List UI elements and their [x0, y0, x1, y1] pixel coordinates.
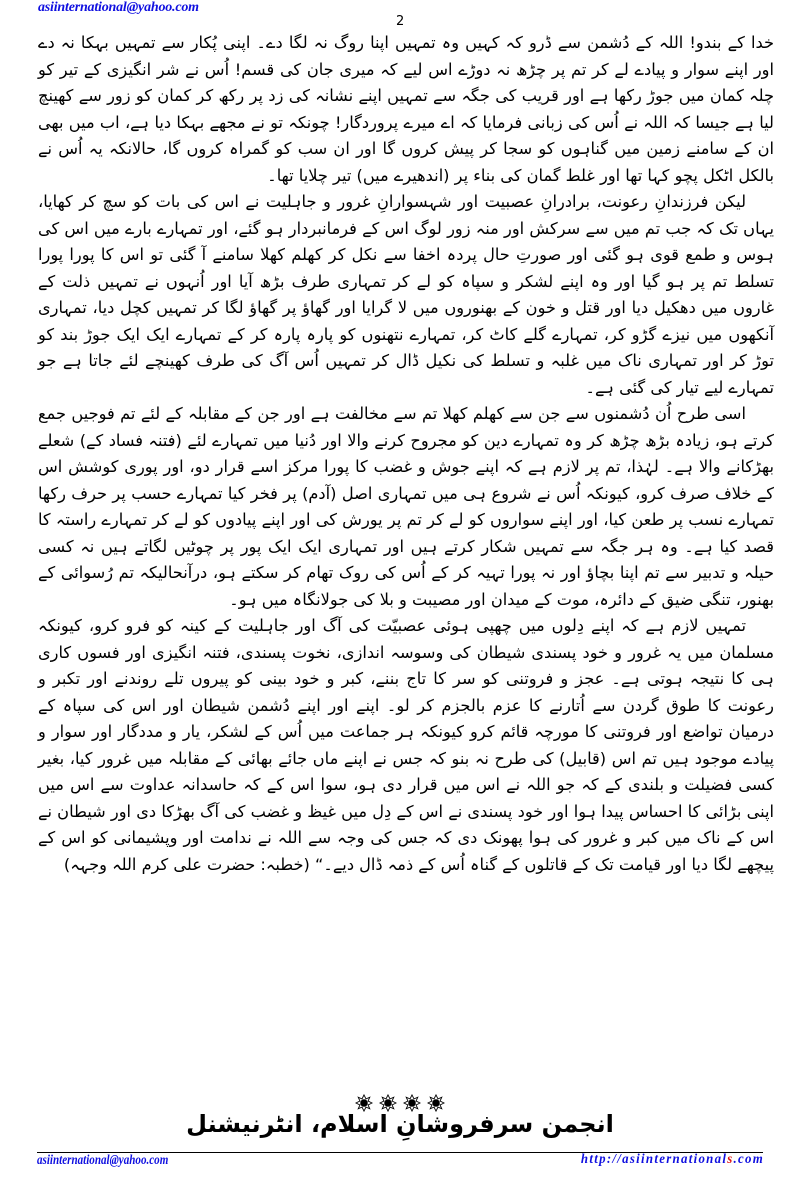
- paragraph: تمہیں لازم ہے کہ اپنے دِلوں میں چھپی ہوئی عصبیّت کی آگ اور جاہلیت کے کینہ کو فرو کرو، کیونکہ مسلمان میں یہ غرور و خود پسندی شیطان کی وسوسہ اندازی، نخوت پسندی، فتنہ انگیزی اور فسوں کاری ہی کا نتیجہ ہوتی ہے۔ عجز و فروتنی کو سر کا تاج بننے، کبر و خود بینی کو پیروں تلے روندنے اور تکبر و رعونت کا طوق گردن سے اُتارنے کا عزم بالجزم کر لو۔ اپنے اور اپنے دُشمن شیطان اور اس کی سپاہ کے درمیان تواضع اور فروتنی کا مورچہ قائم کرو کیونکہ ہر جماعت میں اُس کے لشکر، یار و مددگار اور سوار و پیادے موجود ہیں تم اس (قابیل) کی طرح نہ بنو کہ جس نے اپنے ماں جائے بھائی کے مقابلہ میں غرور کیا، بغیر کسی فضیلت و بلندی کے کہ جو اللہ نے اس میں قرار دی ہو، سوا اس کے کہ حاسدانہ عداوت سے اس میں اپنی بڑائی کا احساس پیدا ہوا اور خود پسندی نے اس کے دِل میں غیظ و غضب کی آگ بھڑکا دی اور شیطان نے اس کے ناک میں کبر و غرور کی ہوا پھونک دی کہ جس کی وجہ سے اللہ نے ندامت اور وپشیمانی کو اس کے پیچھے لگا دیا اور قیامت تک کے قاتلوں کے گناہ اُس کے ذمہ ڈال دیے۔“ (خطبہ: حضرت علی کرم اللہ وجہہ): [38, 616, 774, 874]
- paragraph: لیکن فرزندانِ رعونت، برادرانِ عصبیت اور شہسوارانِ غرور و جاہلیت نے اس کی بات کو سچ کر کھایا، یہاں تک کہ جب تم میں سے سرکش اور منہ زور لوگ اس کے فرمانبردار ہو گئے، اور تمہارے بارے میں اس کی ہوس و طمع قوی ہو گئی اور صورتِ حال پردہ اخفا سے نکل کر کھلم کھلا سامنے آ گئی تو اس کا پورا پورا تسلط تم پر ہو گیا اور وہ اپنے لشکر و سپاہ کو لے کر تمہاری طرف بڑھ آیا اور اُنہوں نے تمہیں ذلت کے غاروں میں دھکیل دیا اور قتل و خون کے بھنوروں میں لا گرایا اور گھاؤ پر گھاؤ لگا کر تمہیں کچل دیا، تمہاری آنکھوں میں نیزے گڑو کر، تمہارے گلے کاٹ کر، تمہارے نتھنوں کو پارہ پارہ کر کے تمہارے ایک ایک جوڑ بند کو توڑ کر اور تمہاری ناک میں غلبہ و تسلط کی نکیل ڈال کر تمہیں اُس آگ کی طرف کھینچے لئے جاتا ہے جو تمہارے لیے تیار کی گئی ہے۔: [38, 192, 774, 397]
- url-suffix: .com: [733, 1152, 764, 1167]
- footer-website-link[interactable]: [581, 1152, 764, 1168]
- page-number: 2: [396, 14, 405, 29]
- url-accent-letter: s: [727, 1152, 734, 1167]
- url-prefix: http://asiinternational: [580, 1152, 728, 1167]
- article-body: [38, 30, 774, 878]
- paragraph: خدا کے بندو! اللہ کے دُشمن سے ڈرو کہ کہیں وہ تمہیں اپنا روگ نہ لگا دے۔ اپنی پُکار سے تمہیں بہکا نہ دے اور اپنے سوار و پیادے لے کر تم پر چڑھ نہ دوڑے اس لیے کہ میری جان کی قسم! اُس نے شر انگیزی کے تیر کو چلہ کمان میں جوڑ رکھا ہے اور قریب کی جگہ سے تمہیں اپنے نشانہ کی زد پر رکھ کر کمان کو زور سے کھینچ لیا ہے جیسا کہ اللہ نے اُس کی زبانی فرمایا کہ اے میرے پروردگار! چونکہ تو نے مجھے بہکا دیا ہے، اب میں بھی ان کے سامنے زمین میں گناہوں کو سجا کر پیش کروں گا اور ان سب کو گمراہ کروں گا، حالانکہ یہ اُس نے بالکل اٹکل پچو کہا تھا اور غلط گمان کی بناء پر (اندھیرے میں) تیر چلایا تھا۔: [38, 33, 774, 185]
- footer-email-link[interactable]: asiinternational@yahoo.com: [37, 1152, 169, 1167]
- paragraph: اسی طرح اُن دُشمنوں سے جن سے کھلم کھلا تم سے مخالفت ہے اور جن کے مقابلہ کے لئے تم فوجیں جمع کرتے ہو، زیادہ بڑھ چڑھ کر وہ تمہارے دین کو مجروح کرنے والا اور دُنیا میں تمہارے لئے (فتنہ فساد کے) شعلے بھڑکانے والا ہے۔ لہٰذا، تم پر لازم ہے کہ اپنے جوش و غضب کا پورا مرکز اسے قرار دو، اور پوری کوشش اس کے خلاف صرف کرو، کیونکہ اُس نے شروع ہی میں تمہاری اصل (آدم) پر فخر کیا تمہارے حسب پر حرف رکھا تمہارے نسب پر طعن کیا، اور اپنے سواروں کو لے کر تم پر یورش کی اور اپنے پیادوں کو لے کر تمہارے راستہ کا قصد کیا ہے۔ وہ ہر جگہ سے تمہیں شکار کرتے ہیں اور تمہاری ایک ایک پور پر چوٹیں لگاتے ہیں نہ کسی حیلہ و تدبیر سے تم اپنا بچاؤ اور نہ پورا تہیہ کر کے اُس کی روک تھام کر سکتے ہو، درآنحالیکہ تم رُسوائی کے بھنور، تنگی ضیق کے دائرہ، موت کے میدان اور مصیبت و بلا کی جولانگاہ میں ہو۔: [38, 404, 774, 609]
- organization-title: انجمن سرفروشانِ اسلام، انٹرنیشنل: [186, 1110, 614, 1138]
- header-email-link[interactable]: asiinternational@yahoo.com: [38, 0, 199, 15]
